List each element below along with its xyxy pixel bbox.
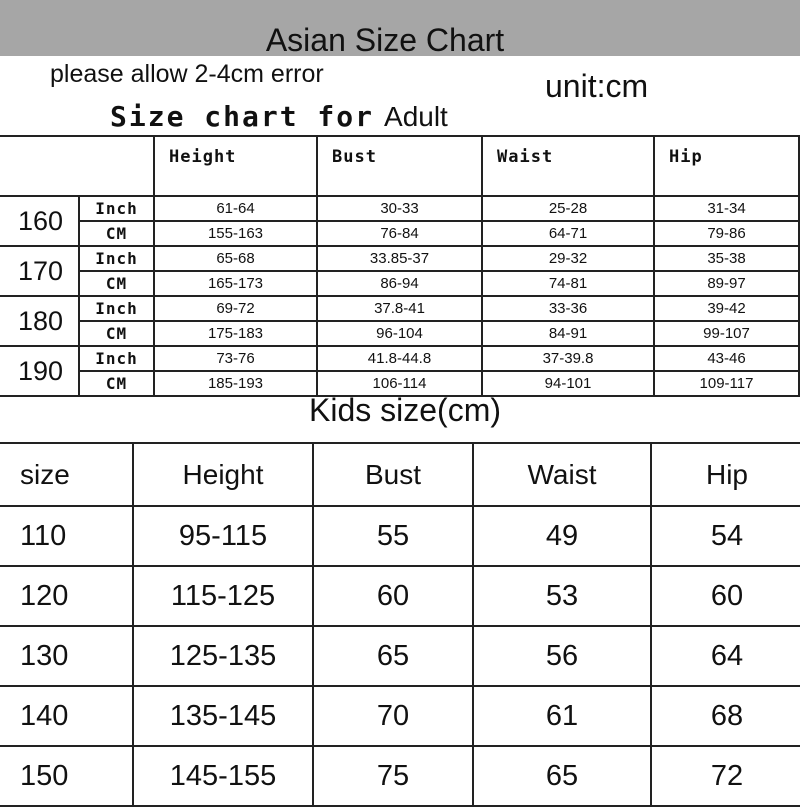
kids-header-height: Height [133,443,313,506]
adult-inch-label: Inch [79,296,154,321]
adult-inch-cell: 29-32 [482,246,654,271]
title-banner [0,0,800,56]
adult-cm-cell: 86-94 [317,271,482,296]
kids-cell: 65 [473,746,651,806]
kids-cell: 65 [313,626,473,686]
adult-cm-cell: 76-84 [317,221,482,246]
adult-title-word: Adult [384,101,448,132]
adult-cm-cell: 155-163 [154,221,317,246]
kids-chart-title: Kids size(cm) [308,392,501,428]
kids-cell: 120 [0,566,133,626]
adult-cm-cell: 79-86 [654,221,799,246]
adult-header-blank [0,136,154,196]
adult-cm-cell: 185-193 [154,371,317,396]
kids-cell: 55 [313,506,473,566]
kids-size-table [0,442,800,807]
adult-cm-cell: 84-91 [482,321,654,346]
adult-size-cell: 160 [0,196,79,246]
adult-cm-label: CM [79,271,154,296]
chart-title: Asian Size Chart [265,22,505,58]
adult-cm-label: CM [79,221,154,246]
adult-chart-title [110,100,448,133]
kids-cell: 49 [473,506,651,566]
kids-row [0,626,800,686]
adult-cm-cell: 89-97 [654,271,799,296]
adult-header-bust: Bust [317,136,482,196]
adult-size-table [0,135,800,397]
adult-cm-label: CM [79,371,154,396]
kids-cell: 53 [473,566,651,626]
kids-cell: 115-125 [133,566,313,626]
kids-row [0,566,800,626]
adult-title-text: Size chart for [110,100,375,133]
adult-size-cell: 190 [0,346,79,396]
adult-inch-cell: 37-39.8 [482,346,654,371]
adult-cm-cell: 175-183 [154,321,317,346]
kids-cell: 135-145 [133,686,313,746]
adult-cm-cell: 94-101 [482,371,654,396]
adult-inch-row [0,346,799,371]
adult-inch-cell: 33.85-37 [317,246,482,271]
kids-cell: 75 [313,746,473,806]
adult-inch-label: Inch [79,346,154,371]
kids-header-row [0,443,800,506]
adult-cm-cell: 99-107 [654,321,799,346]
kids-cell: 95-115 [133,506,313,566]
adult-inch-cell: 69-72 [154,296,317,321]
adult-inch-cell: 43-46 [654,346,799,371]
adult-inch-cell: 31-34 [654,196,799,221]
kids-cell: 68 [651,686,800,746]
adult-inch-cell: 73-76 [154,346,317,371]
adult-cm-cell: 96-104 [317,321,482,346]
adult-size-cell: 170 [0,246,79,296]
kids-row [0,506,800,566]
kids-cell: 110 [0,506,133,566]
adult-inch-cell: 25-28 [482,196,654,221]
kids-header-waist: Waist [473,443,651,506]
adult-inch-cell: 30-33 [317,196,482,221]
adult-inch-cell: 39-42 [654,296,799,321]
adult-cm-row [0,221,799,246]
adult-header-row [0,136,799,196]
adult-inch-row [0,246,799,271]
adult-inch-cell: 41.8-44.8 [317,346,482,371]
kids-cell: 54 [651,506,800,566]
adult-cm-cell: 64-71 [482,221,654,246]
kids-header-hip: Hip [651,443,800,506]
adult-inch-cell: 35-38 [654,246,799,271]
adult-inch-label: Inch [79,196,154,221]
adult-header-waist: Waist [482,136,654,196]
adult-inch-cell: 61-64 [154,196,317,221]
adult-inch-cell: 65-68 [154,246,317,271]
kids-row [0,746,800,806]
kids-row [0,686,800,746]
kids-cell: 64 [651,626,800,686]
kids-header-size: size [0,443,133,506]
kids-cell: 130 [0,626,133,686]
adult-inch-row [0,196,799,221]
adult-header-height: Height [154,136,317,196]
adult-cm-row [0,271,799,296]
kids-cell: 56 [473,626,651,686]
adult-inch-cell: 33-36 [482,296,654,321]
adult-cm-row [0,321,799,346]
kids-cell: 72 [651,746,800,806]
adult-header-hip: Hip [654,136,799,196]
kids-cell: 140 [0,686,133,746]
unit-label: unit:cm [545,68,649,104]
adult-cm-cell: 109-117 [654,371,799,396]
adult-inch-row [0,296,799,321]
kids-cell: 61 [473,686,651,746]
adult-size-cell: 180 [0,296,79,346]
adult-inch-label: Inch [79,246,154,271]
kids-cell: 70 [313,686,473,746]
kids-header-bust: Bust [313,443,473,506]
kids-cell: 60 [651,566,800,626]
kids-cell: 145-155 [133,746,313,806]
adult-cm-cell: 74-81 [482,271,654,296]
kids-cell: 150 [0,746,133,806]
kids-cell: 60 [313,566,473,626]
adult-cm-label: CM [79,321,154,346]
adult-cm-cell: 165-173 [154,271,317,296]
adult-cm-cell: 106-114 [317,371,482,396]
adult-inch-cell: 37.8-41 [317,296,482,321]
error-note: please allow 2-4cm error [50,60,324,88]
kids-cell: 125-135 [133,626,313,686]
